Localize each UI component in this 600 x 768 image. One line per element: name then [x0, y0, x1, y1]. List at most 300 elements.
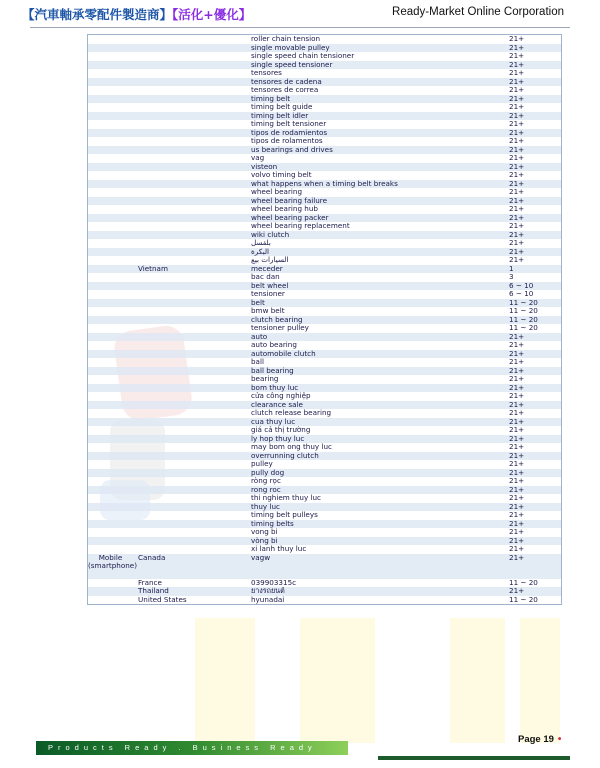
country-cell: [133, 537, 251, 546]
table-row: [88, 180, 561, 189]
device-cell: [88, 409, 133, 418]
count-cell: 6 ~ 10: [509, 280, 534, 290]
page-dot-icon: •: [557, 734, 562, 745]
table-row: [88, 44, 561, 53]
country-cell: [133, 205, 251, 214]
keyword-cell: hyunadai: [251, 595, 285, 604]
count-cell: 21+: [509, 459, 525, 468]
table-row: [88, 375, 561, 384]
table-row: [88, 248, 561, 257]
keyword-cell: tensioner: [251, 290, 285, 298]
table-row: [88, 350, 561, 359]
count-cell: 21+: [509, 433, 525, 443]
count-cell: 21+: [509, 76, 525, 86]
device-cell: [88, 61, 133, 70]
footer-rule: [378, 756, 570, 760]
table-row: [88, 120, 561, 129]
table-row: [88, 52, 561, 61]
count-cell: 21+: [509, 450, 525, 460]
device-cell: [88, 511, 133, 520]
keyword-cell: clearance sale: [251, 400, 303, 409]
keyword-cell: wheel bearing replacement: [251, 222, 350, 230]
keyword-cell: auto bearing: [251, 341, 297, 349]
count-cell: 21+: [509, 365, 525, 375]
country-cell: Vietnam: [138, 263, 168, 273]
device-cell: [88, 520, 133, 529]
count-cell: 11 ~ 20: [509, 323, 538, 332]
count-cell: 21+: [509, 518, 525, 528]
table-row: [88, 443, 561, 452]
table-row: [88, 231, 561, 240]
country-cell: [133, 375, 251, 384]
count-cell: 21+: [509, 374, 525, 383]
table-row: [88, 307, 561, 316]
table-row: [88, 511, 561, 520]
keyword-cell: tipos de rolamentos: [251, 137, 323, 145]
device-cell: [88, 154, 133, 163]
country-cell: [133, 367, 251, 376]
device-cell: [88, 579, 133, 588]
country-cell: [133, 316, 251, 325]
keyword-cell: visteon: [251, 162, 278, 171]
count-cell: 21+: [509, 340, 525, 349]
count-cell: 21+: [509, 246, 525, 256]
country-cell: France: [138, 577, 162, 587]
country-cell: [133, 384, 251, 393]
country-cell: [133, 443, 251, 452]
table-row: [88, 205, 561, 214]
table-row: [88, 341, 561, 350]
country-cell: [133, 341, 251, 350]
table-row: [88, 197, 561, 206]
count-cell: 21+: [509, 416, 525, 426]
keyword-ranking-table: [87, 34, 562, 605]
country-cell: [133, 435, 251, 444]
country-cell: [133, 418, 251, 427]
country-cell: [133, 197, 251, 206]
count-cell: 21+: [509, 527, 525, 536]
device-cell: [88, 452, 133, 461]
count-cell: 21+: [509, 229, 525, 239]
count-cell: 21+: [509, 399, 525, 409]
page-label: Page 19: [518, 734, 554, 745]
keyword-cell: wheel bearing hub: [251, 205, 318, 213]
count-cell: 21+: [509, 586, 525, 595]
device-cell: [88, 316, 133, 325]
device-cell: [88, 171, 133, 180]
country-cell: [133, 299, 251, 308]
keyword-cell: xi lanh thuy luc: [251, 545, 307, 553]
device-cell: [88, 137, 133, 146]
country-cell: [133, 180, 251, 189]
count-cell: 21+: [509, 178, 525, 188]
keyword-cell: tensores de correa: [251, 86, 319, 94]
table-row: [88, 95, 561, 104]
table-row: [88, 469, 561, 478]
table-row: [88, 273, 561, 282]
keyword-cell: timing belts: [251, 519, 294, 528]
count-cell: 21+: [509, 59, 525, 69]
count-cell: 21+: [509, 144, 525, 154]
country-cell: [133, 469, 251, 478]
country-cell: [133, 503, 251, 512]
device-cell: [88, 324, 133, 333]
keyword-cell: tipos de rodamientos: [251, 128, 328, 137]
count-cell: 21+: [509, 170, 525, 179]
count-cell: 21+: [509, 212, 525, 222]
country-cell: [133, 120, 251, 129]
country-cell: [133, 103, 251, 112]
keyword-cell: bmw belt: [251, 307, 285, 315]
header-divider: [30, 27, 570, 28]
country-cell: [133, 44, 251, 53]
table-row: [88, 103, 561, 112]
count-cell: 11 ~ 20: [509, 594, 538, 604]
device-cell: [88, 256, 133, 265]
count-cell: 21+: [509, 127, 525, 137]
device-cell: [88, 299, 133, 308]
keyword-cell: roller chain tension: [251, 35, 321, 43]
table-row: [88, 333, 561, 342]
count-cell: 21+: [509, 93, 525, 103]
country-cell: [133, 520, 251, 529]
device-cell: [88, 231, 133, 240]
keyword-cell: automobile clutch: [251, 349, 316, 358]
count-cell: 21+: [509, 357, 525, 366]
count-cell: 1: [509, 263, 514, 273]
keyword-cell: volvo timing belt: [251, 171, 312, 179]
page-number: [518, 734, 561, 745]
device-cell: [88, 44, 133, 53]
country-cell: [133, 511, 251, 520]
country-cell: [133, 333, 251, 342]
country-cell: [133, 460, 251, 469]
table-row: [88, 358, 561, 367]
keyword-cell: vòng bi: [251, 536, 278, 545]
count-cell: 21+: [509, 42, 525, 52]
count-cell: 21+: [509, 391, 525, 400]
count-cell: 21+: [509, 136, 525, 145]
watermark-shape: [195, 618, 255, 743]
count-cell: 21+: [509, 382, 525, 392]
keyword-cell: us bearings and drives: [251, 145, 333, 154]
keyword-cell: cua thuy luc: [251, 417, 296, 426]
keyword-cell: clutch bearing: [251, 315, 303, 324]
keyword-cell: tensioner pulley: [251, 324, 309, 332]
footer-tagline-bar: [36, 741, 348, 755]
keyword-cell: timing belt idler: [251, 111, 309, 120]
keyword-cell: giá cả thị trường: [251, 426, 311, 434]
device-cell: [88, 537, 133, 546]
header-corporation-name: Ready-Market Online Corporation: [392, 6, 564, 18]
count-cell: 21+: [509, 187, 525, 196]
device-cell: [88, 587, 133, 596]
keyword-cell: pully dog: [251, 468, 285, 477]
count-cell: 21+: [509, 85, 525, 94]
count-cell: 21+: [509, 110, 525, 120]
keyword-cell: 039903315c: [251, 578, 297, 587]
count-cell: 21+: [509, 238, 525, 247]
count-cell: 21+: [509, 153, 525, 162]
device-cell: [88, 180, 133, 189]
device-cell: [88, 392, 133, 401]
keyword-cell: vong bi: [251, 528, 278, 536]
keyword-cell: timing belt: [251, 94, 291, 103]
country-cell: [133, 452, 251, 461]
country-cell: [133, 477, 251, 486]
keyword-cell: ball: [251, 358, 264, 366]
country-cell: [133, 214, 251, 223]
count-cell: 6 ~ 10: [509, 289, 534, 298]
device-cell: [88, 69, 133, 78]
count-cell: 21+: [509, 476, 525, 485]
count-cell: 21+: [509, 535, 525, 545]
country-cell: [133, 350, 251, 359]
count-cell: 11 ~ 20: [509, 297, 538, 307]
count-cell: 11 ~ 20: [509, 577, 538, 587]
keyword-cell: tensores: [251, 69, 282, 77]
device-cell: [88, 358, 133, 367]
keyword-cell: البكرة: [251, 247, 270, 256]
country-cell: [133, 273, 251, 282]
page-header: [0, 0, 600, 26]
count-cell: 21+: [509, 34, 525, 43]
table-row: [88, 86, 561, 95]
device-cell: [88, 282, 133, 291]
device-cell: [88, 273, 133, 282]
table-row: [88, 486, 561, 495]
country-cell: [133, 137, 251, 146]
country-cell: [133, 35, 251, 44]
device-cell: [88, 205, 133, 214]
count-cell: 21+: [509, 493, 525, 502]
country-cell: [133, 248, 251, 257]
device-cell: [88, 333, 133, 342]
watermark-shape: [300, 618, 375, 743]
device-cell: [88, 494, 133, 503]
table-row: [88, 61, 561, 70]
table-row: [88, 392, 561, 401]
country-cell: [133, 290, 251, 299]
keyword-cell: بلقسل: [251, 239, 271, 247]
table-row: [88, 316, 561, 325]
device-cell: [88, 503, 133, 512]
keyword-cell: single movable pulley: [251, 43, 330, 52]
table-row: [88, 290, 561, 299]
keyword-cell: belt: [251, 298, 265, 307]
keyword-cell: vagw: [251, 553, 271, 562]
table-row: [88, 299, 561, 308]
device-cell: [88, 426, 133, 435]
country-cell: [133, 95, 251, 104]
keyword-cell: clutch release bearing: [251, 409, 332, 417]
count-cell: 21+: [509, 442, 525, 451]
table-row: [88, 324, 561, 333]
device-cell: [88, 375, 133, 384]
count-cell: 21+: [509, 204, 525, 213]
keyword-cell: auto: [251, 332, 268, 341]
table-row: [88, 435, 561, 444]
count-cell: 11 ~ 20: [509, 306, 538, 315]
device-cell: [88, 435, 133, 444]
keyword-cell: belt wheel: [251, 281, 289, 290]
country-cell: [133, 426, 251, 435]
count-cell: 21+: [509, 102, 525, 111]
keyword-cell: vag: [251, 154, 265, 162]
country-cell: [133, 52, 251, 61]
country-cell: Canada: [138, 552, 166, 562]
table-row: [88, 520, 561, 529]
country-cell: Thailand: [138, 586, 169, 595]
device-cell: [88, 443, 133, 452]
table-row: [88, 401, 561, 410]
device-cell: [88, 95, 133, 104]
device-cell: [88, 129, 133, 138]
table-row: [88, 171, 561, 180]
device-cell: [88, 265, 133, 274]
footer-tagline: Products Ready . Business Ready: [48, 743, 317, 752]
device-cell: [88, 214, 133, 223]
keyword-cell: timing belt tensioner: [251, 120, 327, 128]
country-cell: [133, 61, 251, 70]
table-row: [88, 69, 561, 78]
keyword-cell: wheel bearing packer: [251, 213, 329, 222]
country-cell: [133, 282, 251, 291]
country-cell: [133, 78, 251, 87]
table-row: [88, 460, 561, 469]
header-company-title: [22, 5, 251, 23]
count-cell: 21+: [509, 552, 525, 562]
table-row: [88, 154, 561, 163]
country-cell: [133, 239, 251, 248]
table-row: [88, 367, 561, 376]
table-row: [88, 503, 561, 512]
keyword-cell: wheel bearing failure: [251, 196, 328, 205]
table-row: [88, 222, 561, 231]
device-cell: [88, 146, 133, 155]
table-row: [88, 477, 561, 486]
count-cell: 21+: [509, 255, 525, 264]
country-cell: [133, 188, 251, 197]
table-row: [88, 146, 561, 155]
country-cell: [133, 112, 251, 121]
count-cell: 21+: [509, 425, 525, 434]
count-cell: 21+: [509, 467, 525, 477]
count-cell: 21+: [509, 484, 525, 494]
count-cell: 21+: [509, 161, 525, 171]
table-row: [88, 494, 561, 503]
watermark-shape: [450, 618, 505, 743]
table-row: [88, 265, 561, 274]
count-cell: 21+: [509, 544, 525, 553]
country-cell: [133, 486, 251, 495]
country-cell: [133, 69, 251, 78]
count-cell: 21+: [509, 331, 525, 341]
keyword-cell: thuy luc: [251, 502, 280, 511]
country-cell: [133, 163, 251, 172]
country-cell: [133, 129, 251, 138]
device-cell: [88, 477, 133, 486]
keyword-cell: thi nghiem thuy luc: [251, 494, 322, 502]
country-cell: United States: [138, 594, 187, 604]
device-cell: [88, 596, 133, 605]
keyword-cell: bac dan: [251, 273, 280, 281]
country-cell: [133, 154, 251, 163]
country-cell: [133, 494, 251, 503]
country-cell: [133, 392, 251, 401]
country-cell: [133, 358, 251, 367]
table-row: [88, 426, 561, 435]
table-row: [88, 537, 561, 546]
keyword-cell: wheel bearing: [251, 188, 303, 196]
device-cell: [88, 460, 133, 469]
table-row: [88, 554, 561, 579]
device-cell: [88, 78, 133, 87]
device-cell: [88, 290, 133, 299]
keyword-cell: single speed tensioner: [251, 60, 333, 69]
table-row: [88, 409, 561, 418]
table-row: [88, 112, 561, 121]
country-cell: [133, 231, 251, 240]
count-cell: 21+: [509, 510, 525, 519]
table-row: [88, 452, 561, 461]
keyword-cell: timing belt pulleys: [251, 511, 318, 519]
country-cell: [133, 409, 251, 418]
device-cell: [88, 35, 133, 44]
table-row: [88, 78, 561, 87]
count-cell: 21+: [509, 408, 525, 417]
device-cell: [88, 52, 133, 61]
device-cell: [88, 188, 133, 197]
country-cell: [133, 528, 251, 537]
count-cell: 21+: [509, 68, 525, 77]
keyword-cell: ròng rọc: [251, 477, 281, 485]
device-cell: [88, 307, 133, 316]
country-cell: [133, 222, 251, 231]
count-cell: 21+: [509, 51, 525, 60]
device-cell: [88, 222, 133, 231]
table-row: [88, 282, 561, 291]
keyword-cell: overrunning clutch: [251, 451, 319, 460]
device-cell: [88, 350, 133, 359]
device-cell: [88, 341, 133, 350]
count-cell: 21+: [509, 348, 525, 358]
count-cell: 21+: [509, 221, 525, 230]
device-cell: Mobile (smartphone): [88, 552, 138, 570]
keyword-cell: single speed chain tensioner: [251, 52, 355, 60]
keyword-cell: cửa công nghiệp: [251, 392, 311, 400]
table-row: [88, 214, 561, 223]
table-row: [88, 384, 561, 393]
keyword-cell: pulley: [251, 460, 273, 468]
table-row: [88, 239, 561, 248]
device-cell: [88, 120, 133, 129]
device-cell: [88, 401, 133, 410]
watermark-shape: [520, 618, 560, 743]
device-cell: [88, 528, 133, 537]
device-cell: [88, 367, 133, 376]
country-cell: [133, 86, 251, 95]
country-cell: [133, 401, 251, 410]
device-cell: [88, 384, 133, 393]
table-row: [88, 137, 561, 146]
country-cell: [133, 171, 251, 180]
table-row: [88, 188, 561, 197]
keyword-cell: ball bearing: [251, 366, 294, 375]
table-row: [88, 528, 561, 537]
table-row: [88, 596, 561, 605]
count-cell: 21+: [509, 501, 525, 511]
